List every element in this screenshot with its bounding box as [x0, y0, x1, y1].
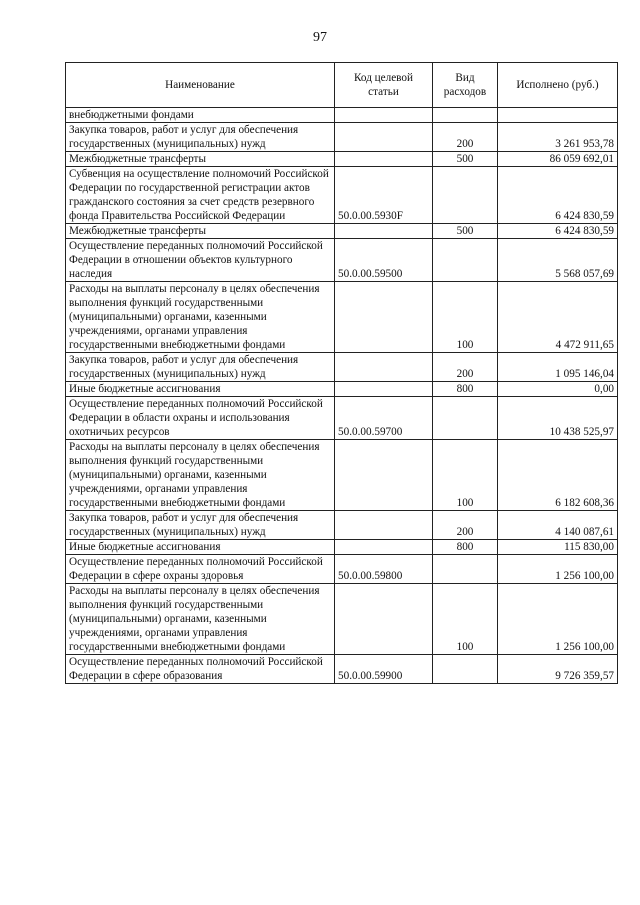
cell-type: 500 — [433, 224, 498, 239]
cell-amount: 0,00 — [498, 382, 618, 397]
cell-type: 800 — [433, 382, 498, 397]
cell-type — [433, 167, 498, 224]
cell-type: 100 — [433, 440, 498, 511]
cell-amount: 1 256 100,00 — [498, 555, 618, 584]
cell-name: Расходы на выплаты персоналу в целях обеспечения выполнения функций государственными (муниципальными) органами, казенными учреждениями, органами управления государственными внебюджетными фондами — [66, 584, 335, 655]
cell-name: Осуществление переданных полномочий Российской Федерации в сфере охраны здоровья — [66, 555, 335, 584]
cell-name: Расходы на выплаты персоналу в целях обеспечения выполнения функций государственными (муниципальными) органами, казенными учреждениями, органами управления государственными внебюджетными фондами — [66, 282, 335, 353]
cell-amount: 6 424 830,59 — [498, 167, 618, 224]
cell-code — [335, 540, 433, 555]
table-row — [66, 511, 618, 540]
table-body — [66, 108, 618, 684]
cell-name: Осуществление переданных полномочий Российской Федерации в отношении объектов культурного наследия — [66, 239, 335, 282]
header-name: Наименование — [66, 63, 335, 108]
cell-name: Иные бюджетные ассигнования — [66, 382, 335, 397]
header-amount: Исполнено (руб.) — [498, 63, 618, 108]
table-row — [66, 655, 618, 684]
cell-amount: 3 261 953,78 — [498, 123, 618, 152]
cell-type: 100 — [433, 584, 498, 655]
header-type: Вид расходов — [433, 63, 498, 108]
table-row — [66, 282, 618, 353]
table-row — [66, 239, 618, 282]
cell-type — [433, 108, 498, 123]
cell-amount: 1 095 146,04 — [498, 353, 618, 382]
cell-name: внебюджетными фондами — [66, 108, 335, 123]
cell-amount — [498, 108, 618, 123]
table-row — [66, 540, 618, 555]
cell-type: 800 — [433, 540, 498, 555]
cell-name: Межбюджетные трансферты — [66, 152, 335, 167]
table-row — [66, 123, 618, 152]
table-row — [66, 440, 618, 511]
table-row — [66, 152, 618, 167]
cell-name: Закупка товаров, работ и услуг для обеспечения государственных (муниципальных) нужд — [66, 511, 335, 540]
table-row — [66, 555, 618, 584]
table-row — [66, 108, 618, 123]
cell-code — [335, 584, 433, 655]
table-row — [66, 397, 618, 440]
table-header-row — [66, 63, 618, 108]
table-row — [66, 224, 618, 239]
cell-amount: 86 059 692,01 — [498, 152, 618, 167]
cell-type: 100 — [433, 282, 498, 353]
cell-code: 50.0.00.59500 — [335, 239, 433, 282]
cell-amount: 115 830,00 — [498, 540, 618, 555]
cell-name: Осуществление переданных полномочий Российской Федерации в области охраны и использования охотничьих ресурсов — [66, 397, 335, 440]
cell-code — [335, 224, 433, 239]
cell-name: Закупка товаров, работ и услуг для обеспечения государственных (муниципальных) нужд — [66, 353, 335, 382]
cell-name: Межбюджетные трансферты — [66, 224, 335, 239]
cell-name: Иные бюджетные ассигнования — [66, 540, 335, 555]
cell-type: 200 — [433, 511, 498, 540]
cell-code: 50.0.00.59900 — [335, 655, 433, 684]
cell-code: 50.0.00.59800 — [335, 555, 433, 584]
cell-code — [335, 440, 433, 511]
cell-code — [335, 152, 433, 167]
table-row — [66, 353, 618, 382]
cell-type — [433, 555, 498, 584]
page-number: 97 — [313, 30, 327, 45]
cell-amount: 1 256 100,00 — [498, 584, 618, 655]
cell-name: Субвенция на осуществление полномочий Российской Федерации по государственной регистрации актов гражданского состояния за счет средств резервного фонда Правительства Российской Федерации — [66, 167, 335, 224]
table-row — [66, 382, 618, 397]
cell-name: Расходы на выплаты персоналу в целях обеспечения выполнения функций государственными (муниципальными) органами, казенными учреждениями, органами управления государственными внебюджетными фондами — [66, 440, 335, 511]
table-row — [66, 167, 618, 224]
cell-amount: 6 424 830,59 — [498, 224, 618, 239]
table-row — [66, 584, 618, 655]
cell-amount: 4 140 087,61 — [498, 511, 618, 540]
cell-type — [433, 239, 498, 282]
cell-amount: 5 568 057,69 — [498, 239, 618, 282]
budget-table — [65, 62, 618, 684]
cell-code — [335, 382, 433, 397]
header-code: Код целевой статьи — [335, 63, 433, 108]
cell-type — [433, 655, 498, 684]
cell-code — [335, 511, 433, 540]
cell-amount: 6 182 608,36 — [498, 440, 618, 511]
cell-name: Осуществление переданных полномочий Российской Федерации в сфере образования — [66, 655, 335, 684]
cell-code: 50.0.00.59700 — [335, 397, 433, 440]
cell-code — [335, 123, 433, 152]
cell-code — [335, 353, 433, 382]
cell-type: 200 — [433, 123, 498, 152]
cell-amount: 10 438 525,97 — [498, 397, 618, 440]
cell-amount: 4 472 911,65 — [498, 282, 618, 353]
cell-code — [335, 282, 433, 353]
cell-name: Закупка товаров, работ и услуг для обеспечения государственных (муниципальных) нужд — [66, 123, 335, 152]
cell-code — [335, 108, 433, 123]
cell-type — [433, 397, 498, 440]
cell-amount: 9 726 359,57 — [498, 655, 618, 684]
cell-type: 500 — [433, 152, 498, 167]
cell-type: 200 — [433, 353, 498, 382]
cell-code: 50.0.00.5930F — [335, 167, 433, 224]
